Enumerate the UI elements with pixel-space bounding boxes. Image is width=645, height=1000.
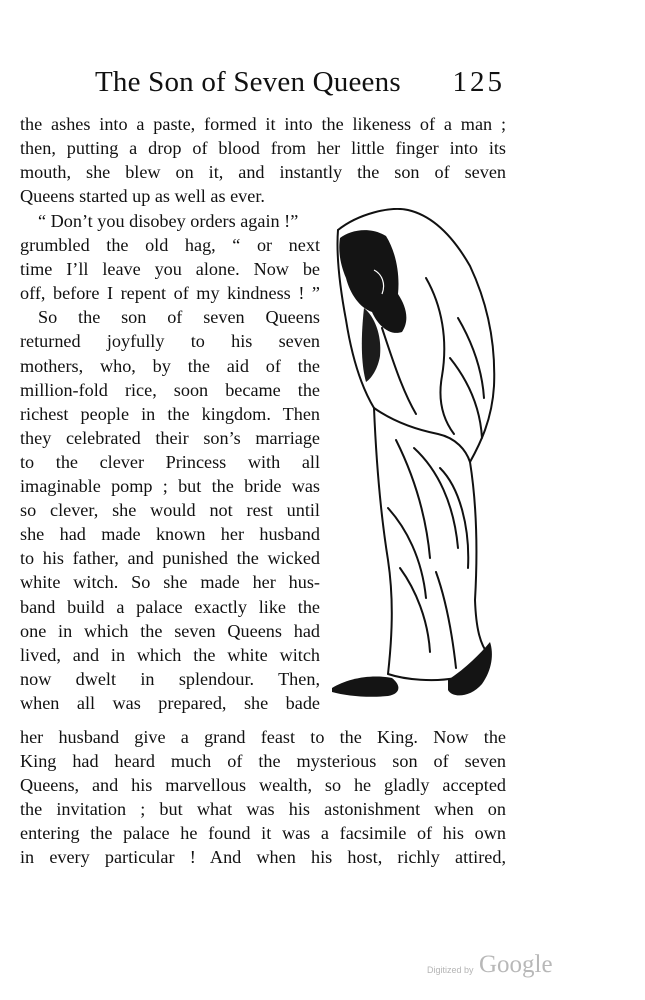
text-line: her husband give a grand feast to the King. Now the <box>20 727 506 747</box>
text-line: richest people in the kingdom. Then <box>20 403 320 424</box>
text-line: Queens, and his marvellous wealth, so he gladly accepted <box>20 775 506 796</box>
text-line: imaginable pomp ; but the bride was <box>20 476 320 497</box>
text-line: returned joyfully to his seven <box>20 331 320 352</box>
text-line: the invitation ; but what was his astonishment when on <box>20 799 506 820</box>
text-line: one in which the seven Queens had <box>20 620 320 641</box>
text-line: to the clever Princess with all <box>20 451 320 472</box>
text-line: King had heard much of the mysterious son of seven <box>20 751 506 772</box>
running-title: The Son of Seven Queens <box>95 66 401 98</box>
text-line: band build a palace exactly like the <box>20 596 320 617</box>
text-line: time I’ll leave you alone. Now be <box>20 259 320 280</box>
text-block-side <box>20 209 320 715</box>
text-line: white witch. So she made her hus- <box>20 572 320 593</box>
text-line: she had made known her husband <box>20 524 320 545</box>
text-line: lived, and in which the white witch <box>20 644 320 665</box>
google-wordmark: Google <box>479 951 553 978</box>
text-line: entering the palace he found it was a facsimile of his own <box>20 823 506 844</box>
text-line: “ Don’t you disobey orders again !” <box>38 211 299 231</box>
text-line: they celebrated their son’s marriage <box>20 427 320 448</box>
text-line: the ashes into a paste, formed it into the likeness of a man ; <box>20 114 506 134</box>
text-line: off, before I repent of my kindness ! ” <box>20 283 320 304</box>
text-line: now dwelt in splendour. Then, <box>20 668 320 689</box>
text-line: to his father, and punished the wicked <box>20 548 320 569</box>
text-line: mothers, who, by the aid of the <box>20 355 320 376</box>
text-line: So the son of seven Queens <box>38 307 320 328</box>
text-line: when all was prepared, she bade <box>20 692 320 713</box>
digitized-label: Digitized by <box>427 965 474 975</box>
digitized-by-google-watermark <box>427 953 567 983</box>
text-line: million-fold rice, soon became the <box>20 379 320 400</box>
text-block-top <box>20 112 506 208</box>
text-line: so clever, she would not rest until <box>20 500 320 521</box>
veiled-figure-illustration <box>330 208 505 708</box>
text-line: then, putting a drop of blood from her little finger into its <box>20 138 506 159</box>
text-line: grumbled the old hag, “ or next <box>20 235 320 256</box>
text-block-bottom <box>20 725 506 870</box>
text-line: mouth, she blew on it, and instantly the son of seven <box>20 162 506 183</box>
page-number: 125 <box>452 66 505 98</box>
running-header <box>95 66 505 106</box>
text-line: Queens started up as well as ever. <box>20 186 265 207</box>
text-line: in every particular ! And when his host, richly attired, <box>20 847 506 868</box>
